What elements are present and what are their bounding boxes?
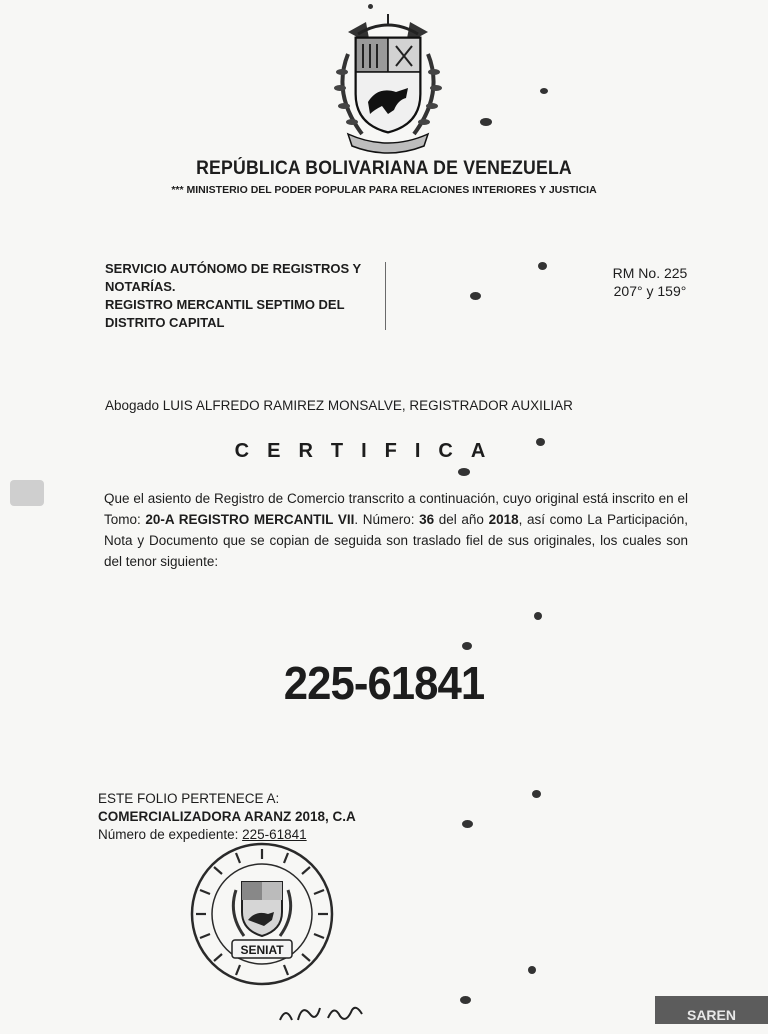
scan-speck xyxy=(368,4,373,9)
paragraph-text: Que el asiento de Registro de Comercio transcrito a continuación, cuyo original está inscrito en el Tomo: xyxy=(104,491,688,527)
paragraph-text: . Número: xyxy=(354,512,420,527)
scan-speck xyxy=(540,88,548,94)
expediente-label: Número de expediente: xyxy=(98,827,243,842)
scan-speck xyxy=(460,996,471,1004)
registry-number: 225-61841 xyxy=(283,657,485,709)
certifica-heading: CERTIFICA xyxy=(234,440,504,462)
scan-speck xyxy=(538,262,547,270)
folio-ownership-block xyxy=(98,790,356,844)
numero-value: 36 xyxy=(419,512,435,527)
registrar-line: Abogado LUIS ALFREDO RAMIREZ MONSALVE, REGISTRADOR AUXILIAR xyxy=(105,398,573,413)
paragraph-text: del año xyxy=(434,512,489,527)
office-line: DISTRITO CAPITAL xyxy=(105,315,225,330)
vertical-divider xyxy=(385,262,386,330)
saren-tag: SAREN xyxy=(655,996,768,1024)
paragraph-text: , así como La Participación, Nota y Documento que se copian de seguida son traslado fiel de sus originales, los cuales son del tenor siguiente: xyxy=(104,512,688,569)
folio-label: ESTE FOLIO PERTENECE A: xyxy=(98,791,280,806)
office-line: SERVICIO AUTÓNOMO DE REGISTROS Y xyxy=(105,261,362,276)
scan-speck xyxy=(470,292,481,300)
rm-number: RM No. 225 xyxy=(612,265,688,281)
coat-of-arms-emblem xyxy=(318,14,458,156)
seal-name: SENIAT xyxy=(240,943,284,957)
country-heading: REPÚBLICA BOLIVARIANA DE VENEZUELA xyxy=(196,158,572,179)
rm-number-block xyxy=(590,264,710,300)
office-line: NOTARÍAS. xyxy=(105,279,176,294)
handwritten-mark xyxy=(276,1000,366,1024)
scan-speck xyxy=(462,820,473,828)
scan-speck xyxy=(528,966,536,974)
company-name: COMERCIALIZADORA ARANZ 2018, C.A xyxy=(98,809,356,824)
scan-speck xyxy=(458,468,470,476)
scan-speck xyxy=(480,118,492,126)
seniat-seal-stamp xyxy=(188,840,336,988)
scan-speck xyxy=(534,612,542,620)
registry-office-block xyxy=(105,260,385,332)
office-line: REGISTRO MERCANTIL SEPTIMO DEL xyxy=(105,297,345,312)
tomo-value: 20-A REGISTRO MERCANTIL VII xyxy=(145,512,355,527)
rm-year-degrees: 207° y 159° xyxy=(613,283,687,299)
scan-speck xyxy=(462,642,472,650)
ministry-subheading: *** MINISTERIO DEL PODER POPULAR PARA RELACIONES INTERIORES Y JUSTICIA xyxy=(171,184,597,196)
scan-speck xyxy=(532,790,541,798)
anio-value: 2018 xyxy=(488,512,519,527)
expediente-number: 225-61841 xyxy=(242,827,307,842)
scan-smudge xyxy=(10,480,44,506)
scan-speck xyxy=(536,438,545,446)
certification-paragraph xyxy=(104,488,688,572)
